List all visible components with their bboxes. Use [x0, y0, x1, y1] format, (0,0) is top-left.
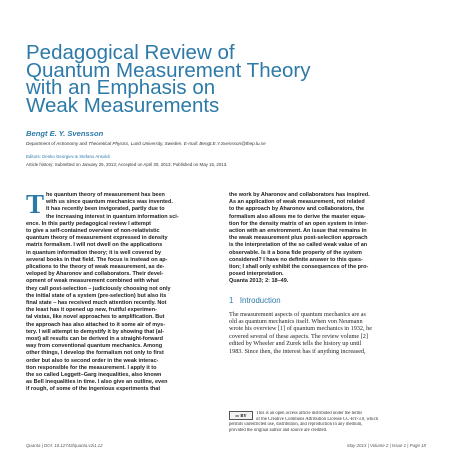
- abstract-line: As an application of weak measurement, not related: [229, 199, 365, 206]
- license-line: permits unrestricted use, distribution, and reproduction in any medium,: [229, 422, 363, 428]
- body-line: The measurement aspects of quantum mechanics are as: [229, 310, 366, 318]
- paper-title: [26, 41, 356, 117]
- abstract-line: to give a self-contained overview of non-relativistic: [26, 228, 160, 235]
- body-line: old as quantum mechanics itself. When von Neumann: [229, 318, 363, 326]
- abstract-line: final state – has received much attention recently. Not: [26, 300, 167, 307]
- abstract-line: tion; I shall only exhibit the consequences of the pro-: [229, 264, 369, 271]
- article-history: Article history: Submitted on January 25, 2013; Accepted on April 30, 2013; Published on May 15, 2013.: [26, 162, 228, 167]
- license-text: [229, 411, 426, 433]
- abstract-line: the work by Aharonov and collaborators has inspired.: [229, 192, 370, 198]
- license-note: [229, 411, 426, 433]
- right-column: [229, 192, 426, 355]
- abstract-line: considered? I have no definite answer to this ques-: [229, 256, 363, 263]
- title-line: Pedagogical Review of: [26, 41, 235, 64]
- abstract-line: plications to the theory of weak measurement, as de-: [26, 264, 165, 271]
- section-title: Introduction: [239, 295, 281, 305]
- editors-line: Editors: Denko Georgiev & Stefano Ansoldi: [26, 154, 110, 159]
- license-line: provided the original author and source are credited.: [229, 427, 328, 433]
- abstract-line: the least has it opened up new, fruitful experimen-: [26, 307, 157, 314]
- abstract-line: tion for the density matrix of an open system in inter-: [229, 220, 369, 227]
- abstract-line: the so called Leggett–Garg inequalities, also known: [26, 372, 162, 379]
- title-line: Weak Measurements: [26, 93, 220, 117]
- abstract-line: tal vistas, like novel approaches to amplification. But: [26, 314, 165, 321]
- author-name: Bengt E. Y. Svensson: [26, 129, 104, 138]
- abstract-line: tery. I will attempt to demystify it by showing that (al-: [26, 328, 165, 335]
- abstract-line: posed interpretation.: [229, 271, 284, 278]
- abstract-line: tion responsible for the measurement. I apply it to: [26, 364, 157, 371]
- abstract-text: [26, 189, 223, 394]
- abstract-line: the initial state of a system (pre-selection) but also its: [26, 292, 167, 299]
- abstract-line: most) all results can be derived in a straight-forward: [26, 336, 163, 343]
- abstract-line: way from conventional quantum mechanics. Among: [26, 343, 163, 350]
- abstract-line: opment of weak measurement combined with what: [26, 278, 159, 285]
- footer-doi: Quanta | DOI: 10.12743/quanta.v2i1.12: [26, 443, 103, 448]
- abstract-line: as Bell inequalities in time. I also give an outline, even: [26, 379, 168, 386]
- license-line: of the Creative Commons Attribution License CC-BY-3.0, which: [256, 416, 378, 422]
- abstract-line: observable. Is it a bona fide property of the system: [229, 249, 362, 256]
- author-affiliation: Department of Astronomy and Theoretical Physics, Lund University, Sweden. E-mail: Bengt.E.Y.Svensson@thep.lu.se: [26, 141, 266, 146]
- abstract-line: action with an environment. An issue that remains in: [229, 228, 367, 235]
- abstract-line: the increasing interest in quantum information sci-: [46, 213, 179, 220]
- abstract-line: ence. In this partly pedagogical review I attempt: [26, 220, 152, 227]
- abstract-line: is the interpretation of the so called weak value of an: [229, 242, 368, 249]
- section-heading: [229, 296, 426, 305]
- abstract-line: formalism also allows me to derive the master equa-: [229, 213, 366, 220]
- abstract-line: the weak measurement plus post-selection approach: [229, 235, 368, 242]
- abstract-line: other things, I develop the formalism not only to first: [26, 350, 164, 357]
- body-line: covered several of these aspects. The review volume [2]: [229, 332, 368, 340]
- abstract-line: veloped by Aharonov and collaborators. Their devel-: [26, 271, 164, 278]
- title-line: with an Emphasis on: [26, 76, 216, 99]
- abstract-continued: [229, 192, 426, 278]
- abstract-line: It has recently been invigorated, partly due to: [46, 206, 165, 213]
- abstract-citation: Quanta 2013; 2: 18–49.: [229, 278, 289, 285]
- title-line: Quantum Measurement Theory: [26, 58, 311, 82]
- abstract-line: with us since quantum mechanics was invented.: [46, 199, 173, 206]
- abstract-line: quantum theory of measurement expressed in density: [26, 235, 168, 242]
- abstract-dropcap: T: [26, 189, 45, 219]
- abstract-line: matrix formalism. I will not dwell on the applications: [26, 242, 163, 249]
- abstract-left-column: [26, 189, 223, 394]
- abstract-line: to the approach by Aharonov and collaborators, the: [229, 206, 365, 213]
- abstract-line: in quantum information theory; it is well covered by: [26, 249, 162, 256]
- abstract-line: several books in that field. The focus is instead on ap-: [26, 256, 168, 263]
- abstract-line: if rough, of some of the ingenious experiments that: [26, 386, 161, 393]
- introduction-text: [229, 311, 426, 355]
- abstract-line: they call post-selection – judiciously choosing not only: [26, 285, 171, 292]
- footer-page-info: May 2013 | Volume 2 | Issue 1 | Page 18: [347, 443, 426, 448]
- abstract-line: the approach has also attached to it some air of mys-: [26, 321, 166, 328]
- cc-by-icon: cc BY: [229, 411, 253, 420]
- abstract-line: order but also to second order in the weak interac-: [26, 357, 159, 364]
- body-line: wrote his overview [1] of quantum mechanics in 1932, he: [229, 325, 372, 333]
- body-line: edited by Wheeler and Zurek tells the history up until: [229, 340, 362, 348]
- license-line: This is an open access article distributed under the terms: [256, 411, 363, 416]
- section-number: 1: [229, 295, 234, 305]
- abstract-line: he quantum theory of measurement has been: [46, 192, 165, 198]
- body-line: 1983. Since then, the interest has if anything increased,: [229, 347, 366, 355]
